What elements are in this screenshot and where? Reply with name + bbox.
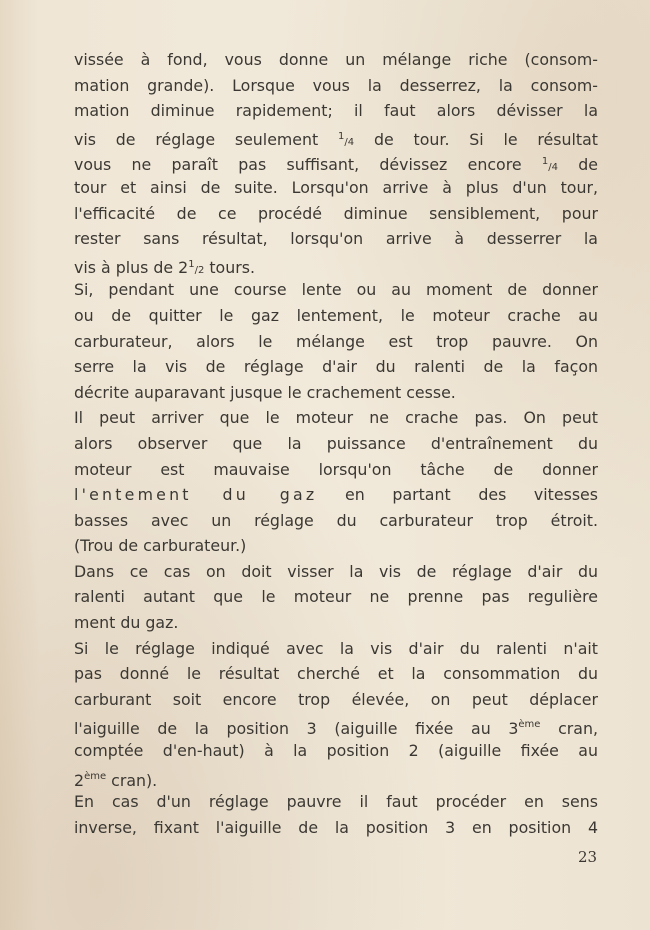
text-line: mation grande). Lorsque vous la desserrez, la consom- bbox=[74, 75, 598, 95]
text-line bbox=[74, 124, 598, 150]
text-line: Il peut arriver que le moteur ne crache pas. On peut bbox=[74, 408, 598, 428]
text-line: inverse, fixant l'aiguille de la position 3 en position 4 bbox=[74, 817, 598, 837]
text-fragment: vis à plus de bbox=[74, 257, 174, 277]
text-fragment: tours. bbox=[209, 257, 255, 277]
text-line: mation diminue rapidement; il faut alors dévisser la bbox=[74, 101, 598, 121]
text-line: alors observer que la puissance d'entraînement du bbox=[74, 433, 598, 453]
text-fragment: de bbox=[578, 155, 598, 175]
text-line: En cas d'un réglage pauvre il faut procéder en sens bbox=[74, 792, 598, 812]
text-line: serre la vis de réglage d'air du ralenti de la façon bbox=[74, 357, 598, 377]
text-line: pas donné le résultat cherché et la consommation du bbox=[74, 664, 598, 684]
text-line: ou de quitter le gaz lentement, le moteur crache au bbox=[74, 305, 598, 325]
text-line: comptée d'en-haut) à la position 2 (aiguille fixée au bbox=[74, 741, 598, 761]
spaced-text: l'entement du gaz bbox=[74, 485, 318, 505]
text-line: Si le réglage indiqué avec la vis d'air du ralenti n'ait bbox=[74, 638, 598, 658]
text-line bbox=[74, 482, 598, 508]
text-line: vissée à fond, vous donne un mélange riche (consom- bbox=[74, 50, 598, 69]
text-line: l'efficacité de ce procédé diminue sensiblement, pour bbox=[74, 203, 598, 223]
text-line: Si, pendant une course lente ou au moment de donner bbox=[74, 280, 598, 300]
text-line bbox=[74, 764, 598, 790]
superscript: ème bbox=[518, 719, 541, 731]
text-line: ment du gaz. bbox=[74, 613, 179, 633]
fraction-two-and-half: $2^1/2$ bbox=[178, 257, 205, 277]
text-line: carburant soit encore trop élevée, on peut déplacer bbox=[74, 689, 598, 709]
text-line: carburateur, alors le mélange est trop pauvre. On bbox=[74, 331, 598, 351]
text-fragment: de tour. Si le résultat bbox=[373, 129, 598, 149]
superscript: ème bbox=[84, 770, 107, 782]
text-line: moteur est mauvaise lorsqu'on tâche de donner bbox=[74, 459, 598, 479]
text-line bbox=[74, 252, 598, 278]
text-fragment: l'aiguille de la position 3 (aiguille fixée au 3 bbox=[74, 719, 519, 739]
text-fragment: cran, bbox=[558, 719, 598, 739]
body-text bbox=[74, 47, 598, 840]
text-line: tour et ainsi de suite. Lorsqu'on arrive à plus d'un tour, bbox=[74, 177, 598, 197]
text-fragment: 2 bbox=[74, 770, 85, 790]
text-fragment: vis de réglage seulement bbox=[74, 129, 319, 149]
text-line: basses avec un réglage du carburateur trop étroit. bbox=[74, 510, 598, 530]
text-fragment: vous ne paraît pas suffisant, dévissez encore bbox=[74, 155, 522, 175]
fraction-quarter: $^1$/4 bbox=[541, 156, 558, 174]
text-line: ralenti autant que le moteur ne prenne pas regulière bbox=[74, 587, 598, 607]
text-line: rester sans résultat, lorsqu'on arrive à desserrer la bbox=[74, 229, 598, 249]
page-number: 23 bbox=[578, 848, 598, 866]
text-line: Dans ce cas on doit visser la vis de réglage d'air du bbox=[74, 561, 598, 581]
text-line bbox=[74, 712, 598, 738]
text-line: (Trou de carburateur.) bbox=[74, 536, 247, 556]
fraction-quarter: $^1$/4 bbox=[338, 130, 355, 148]
text-fragment: cran). bbox=[111, 770, 158, 790]
text-fragment: en partant des vitesses bbox=[345, 485, 598, 505]
text-line bbox=[74, 149, 598, 175]
text-line: décrite auparavant jusque le crachement cesse. bbox=[74, 382, 456, 402]
